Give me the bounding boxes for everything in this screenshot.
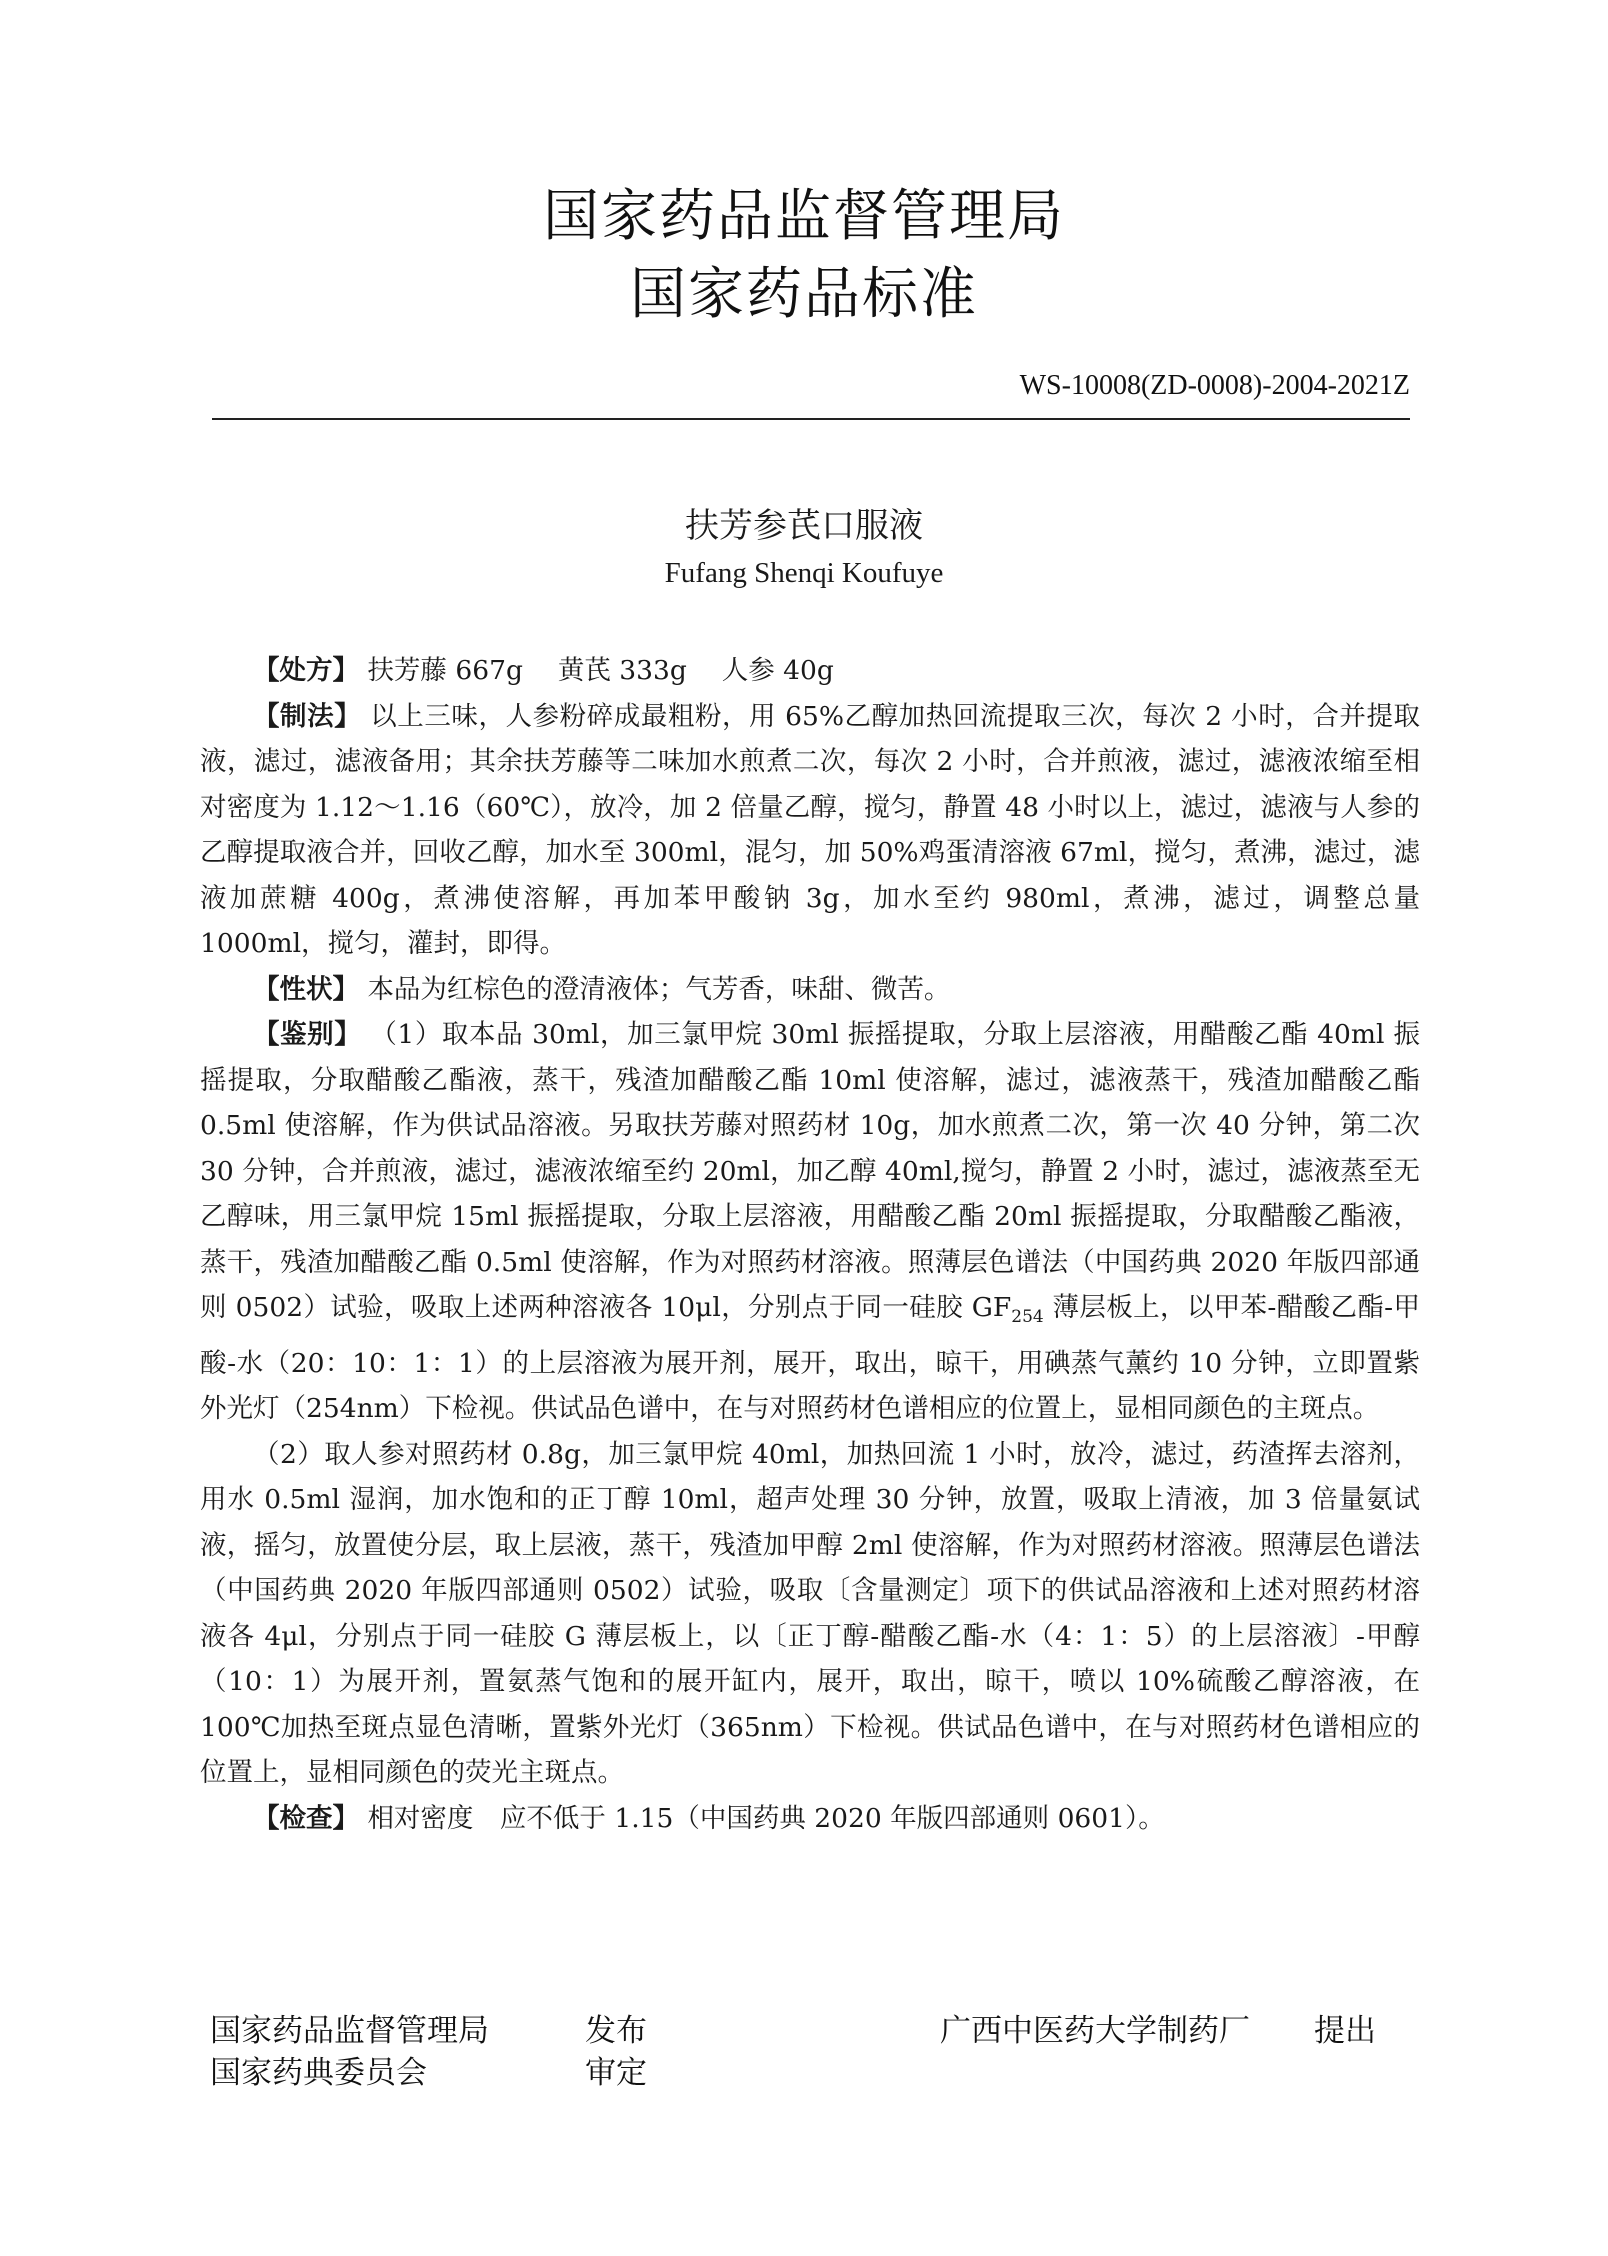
footer-proposer: 广西中医药大学制药厂	[940, 2013, 1250, 2049]
inspection-heading: 【检查】	[253, 1802, 359, 1834]
prescription-text: 扶芳藤 667g 黄芪 333g 人参 40g	[367, 655, 834, 686]
prescription-section	[200, 648, 1420, 694]
footer	[0, 2005, 1608, 2095]
identification-section-1	[200, 1012, 1420, 1432]
preparation-text: 以上三味，人参粉碎成最粗粉，用 65%乙醇加热回流提取三次，每次 2 小时，合并提取液，滤过，滤液备用；其余扶芳藤等二味加水煎煮二次，每次 2 小时，合并煎液，滤过，滤液浓缩至相对密度为 1.12～1.16（60℃），放冷，加 2 倍量乙醇，搅匀，静置 48 小时以上，滤过，滤液与人参的乙醇提取液合并，回收乙醇，加水至 300ml，混匀，加 50%鸡蛋清溶液 67ml，搅匀，煮沸，滤过，滤液加蔗糖 400g，煮沸使溶解，再加苯甲酸钠 3g，加水至约 980ml，煮沸，滤过，调整总量 1000ml，搅匀，灌封，即得。	[200, 700, 1421, 959]
issuing-authority-title: 国家药品监督管理局	[543, 184, 1065, 249]
footer-action-publish: 发布	[585, 2013, 647, 2049]
preparation-section	[200, 694, 1420, 967]
standard-code: WS-10008(ZD-0008)-2004-2021Z	[1019, 370, 1410, 401]
footer-issuer-2: 国家药典委员会	[210, 2055, 427, 2091]
identification-text-2: （2）取人参对照药材 0.8g，加三氯甲烷 40ml，加热回流 1 小时，放冷，滤过，药渣挥去溶剂，用水 0.5ml 湿润，加水饱和的正丁醇 10ml，超声处理 30 分钟，放置，吸取上清液，加 3 倍量氨试液，摇匀，放置使分层，取上层液，蒸干，残渣加甲醇 2ml 使溶解，作为对照药材溶液。照薄层色谱法（中国药典 2020 年版四部通则 0502）试验，吸取〔含量测定〕项下的供试品溶液和上述对照药材溶液各 4μl，分别点于同一硅胶 G 薄层板上，以〔正丁醇-醋酸乙酯-水（4：1：5）的上层溶液〕-甲醇（10：1）为展开剂，置氨蒸气饱和的展开缸内，展开，取出，晾干，喷以 10%硫酸乙醇溶液，在 100℃加热至斑点显色清晰，置紫外光灯（365nm）下检视。供试品色谱中，在与对照药材色谱相应的位置上，显相同颜色的荧光主斑点。	[200, 1438, 1420, 1788]
inspection-text: 相对密度 应不低于 1.15（中国药典 2020 年版四部通则 0601）。	[367, 1802, 1165, 1834]
footer-issuer-1: 国家药品监督管理局	[210, 2013, 489, 2049]
gf-subscript: 254	[1011, 1307, 1044, 1327]
monograph-body	[200, 648, 1420, 1841]
description-text: 本品为红棕色的澄清液体；气芳香，味甜、微苦。	[367, 973, 951, 1005]
identification-section-2	[200, 1432, 1420, 1796]
standard-type-title: 国家药品标准	[630, 262, 978, 327]
inspection-section	[200, 1796, 1420, 1842]
footer-action-review: 审定	[585, 2055, 647, 2091]
preparation-heading: 【制法】	[253, 700, 362, 732]
drug-name-pinyin: Fufang Shenqi Koufuye	[664, 557, 944, 589]
footer-proposer-action: 提出	[1314, 2013, 1376, 2049]
description-heading: 【性状】	[253, 973, 359, 1005]
drug-name-cn: 扶芳参芪口服液	[685, 506, 923, 546]
identification-text-1a: （1）取本品 30ml，加三氯甲烷 30ml 振摇提取，分取上层溶液，用醋酸乙酯 40ml 振摇提取，分取醋酸乙酯液，蒸干，残渣加醋酸乙酯 10ml 使溶解，滤过，滤液蒸干，残渣加醋酸乙酯 0.5ml 使溶解，作为供试品溶液。另取扶芳藤对照药材 10g，加水煎煮二次，第一次 40 分钟，第二次 30 分钟，合并煎液，滤过，滤液浓缩至约 20ml，加乙醇 40ml,搅匀，静置 2 小时，滤过，滤液蒸至无乙醇味，用三氯甲烷 15ml 振摇提取，分取上层溶液，用醋酸乙酯 20ml 振摇提取，分取醋酸乙酯液，蒸干，残渣加醋酸乙酯 0.5ml 使溶解，作为对照药材溶液。照薄层色谱法（中国药典 2020 年版四部通则 0502）试验，吸取上述两种溶液各 10μl，分别点于同一硅胶 GF	[200, 1019, 1420, 1323]
description-section	[200, 967, 1420, 1013]
identification-text-1b: 薄层板上，以甲苯-醋酸乙酯-甲酸-水（20：10：1：1）的上层溶液为展开剂，展开，取出，晾干，用碘蒸气薰约 10 分钟，立即置紫外光灯（254nm）下检视。供试品色谱中，在与对照药材色谱相应的位置上，显相同颜色的主斑点。	[200, 1292, 1420, 1424]
identification-heading: 【鉴别】	[253, 1019, 362, 1050]
prescription-heading: 【处方】	[253, 655, 359, 686]
header-divider	[212, 418, 1410, 420]
